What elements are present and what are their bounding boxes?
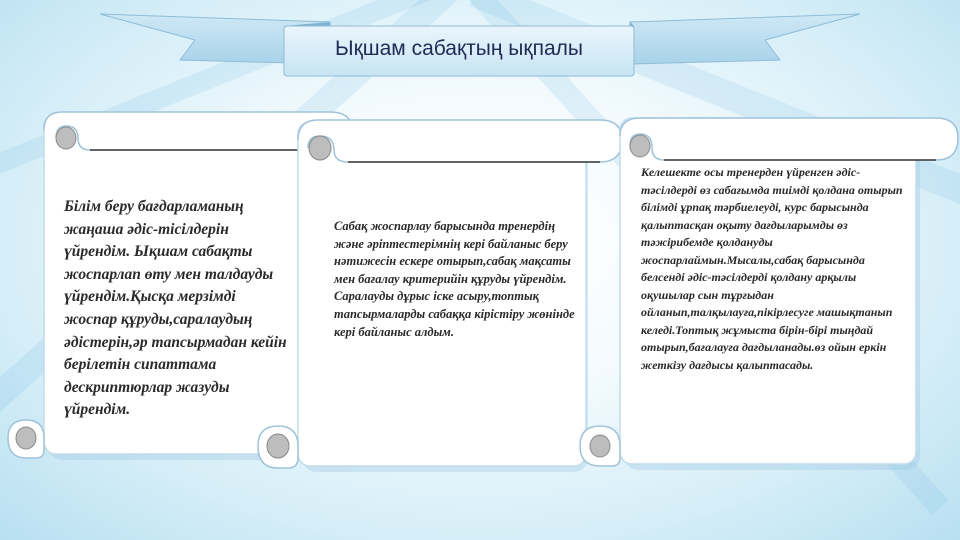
- scroll-text-1: Білім беру бағдарламаның жаңаша әдіс-тісілдерін үйрендім. Ықшам сабақты жоспарлап өту мен талдауды үйрендім.Қысқа мерзімді жоспар құруды,саралаудың әдістерін,әр тапсырмадан кейін берілетін сипаттама дескриптюрлар жазуды үйрендім.: [64, 198, 287, 419]
- scroll-text-3: Келешекте осы тренерден үйренген әдіс-тәсілдерді өз сабағымда тиімді қолдана отырып білімді ұрпақ тәрбиелеуді, курс барысында қалыптасқан оқыту дағдыларымды өз тәжірибемде қолдануды жоспарлаймын.Мысалы,сабақ барысында белсенді әдіс-тәсілдерді қолдану арқылы оқушылар сын тұрғыдан ойланып,талқылауға,пікірлесуге машықтанып келеді.Топтық жұмыста бірін-бірі тыңдай отырып,бағалауға дағдыланады.өз ойын еркін жеткізу дағдысы қалыптасады.: [641, 165, 903, 372]
- scroll-text-2: Сабақ жоспарлау барысында тренердің және әріптестерімнің кері байланыс беру нәтижесін ескере отырып,сабақ мақсаты мен бағалау критерийін құруды үйрендім. Саралауды дұрыс іске асыру,топтық тапсырмаларды сабаққа кірістіру жөнінде кері байланыс алдым.: [334, 219, 575, 339]
- slide-title: Ықшам сабақтың ықпалы: [335, 37, 583, 60]
